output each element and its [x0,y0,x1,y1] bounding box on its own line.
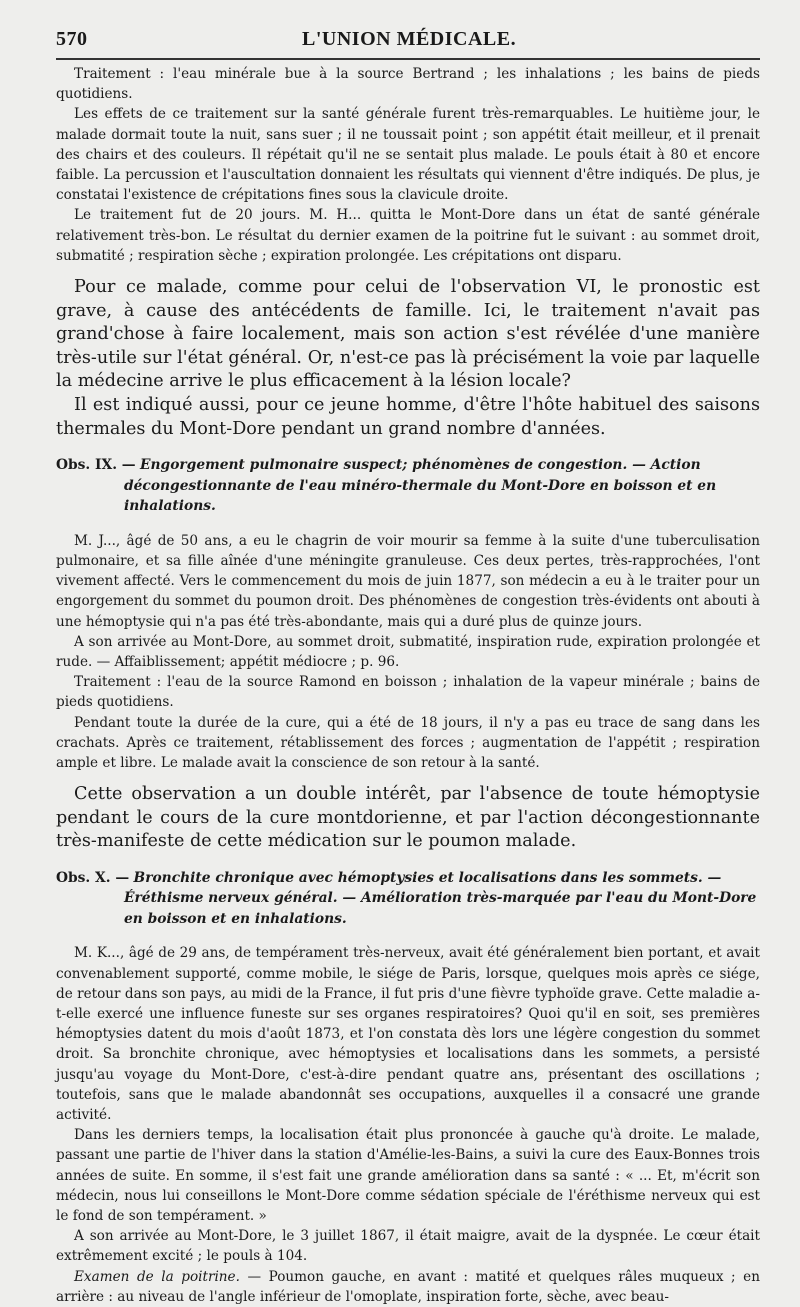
exam-text: — Poumon gauche, en avant : matité et quelques râles muqueux ; en arrière : au niveau de l'angle inférieur de l'omoplate, inspiration forte, sèche, avec beau- [56,1268,760,1305]
paragraph: Les effets de ce traitement sur la santé générale furent très-remarquables. Le huitième jour, le malade dormait toute la nuit, sans suer ; il ne toussait point ; son appétit était meilleur, et il prenait des chairs et des couleurs. Il répétait qu'il ne se sentait plus malade. Le pouls était à 80 et encore faible. La percussion et l'auscultation donnaient les résultats qui viennent d'être indiqués. De plus, je constatai l'existence de crépitations fines sous la clavicule droite. [56,106,760,204]
observation-number: Obs. X. — [56,869,130,886]
page-number: 570 [56,28,88,50]
spacer [56,441,760,455]
spacer [56,266,760,276]
page-header [56,18,760,52]
commentary-paragraph: Pour ce malade, comme pour celui de l'observation VI, le pronostic est grave, à cause des antécédents de famille. Ici, le traitement n'avait pas grand'chose à faire localement, mais son action s'est révélée d'une manière très-utile sur l'état général. Or, n'est-ce pas là précisément la voie par laquelle la médecine arrive le plus efficacement à la lésion locale? [56,277,760,392]
exam-label: Examen de la poitrine. [74,1268,240,1285]
spacer [56,929,760,943]
running-title: L'UNION MÉDICALE. [302,28,517,50]
observation-number: Obs. IX. — [56,457,136,474]
paragraph: A son arrivée au Mont-Dore, au sommet droit, submatité, inspiration rude, expiration prolongée et rude. — Affaiblissement; appétit médiocre ; p. 96. [56,633,760,670]
commentary-paragraph: Cette observation a un double intérêt, par l'absence de toute hémoptysie pendant le cours de la cure montdorienne, et par l'action décongestionnante très-manifeste de cette médication sur le poumon malade. [56,784,760,852]
paragraph: Le traitement fut de 20 jours. M. H... quitta le Mont-Dore dans un état de santé générale relativement très-bon. Le résultat du dernier examen de la poitrine fut le suivant : au sommet droit, submatité ; respiration sèche ; expiration prolongée. Les crépitations ont disparu. [56,207,760,264]
paragraph: M. K..., âgé de 29 ans, de tempérament très-nerveux, avait été généralement bien portant, et avait convenablement supporté, comme mobile, le siége de Paris, lorsque, quelques mois après ce siége, de retour dans son pays, au midi de la France, il fut pris d'une fièvre typhoïde grave. Cette maladie a-t-elle exercé une influence funeste sur ses organes respiratoires? Quoi qu'il en soit, ses premières hémoptysies datent du mois d'août 1873, et l'on constata dès lors une légère congestion du sommet droit. Sa bronchite chronique, avec hémoptysies et localisations dans les sommets, a persisté jusqu'au voyage du Mont-Dore, c'est-à-dire pendant quatre ans, présentant des oscillations ; toutefois, sans que le malade abandonnât ses occupations, auxquelles il a consacré une grande activité. [56,945,760,1124]
header-rule [56,58,760,60]
paragraph: Traitement : l'eau minérale bue à la source Bertrand ; les inhalations ; les bains de pieds quotidiens. [56,66,760,103]
observation-heading [56,868,760,930]
spacer [56,517,760,531]
commentary-paragraph: Il est indiqué aussi, pour ce jeune homme, d'être l'hôte habituel des saisons thermales du Mont-Dore pendant un grand nombre d'années. [56,395,760,439]
paragraph [56,1267,760,1307]
observation-heading [56,455,760,517]
spacer [56,854,760,868]
paragraph: M. J..., âgé de 50 ans, a eu le chagrin de voir mourir sa femme à la suite d'une tuberculisation pulmonaire, et sa fille aînée d'une méningite granuleuse. Ces deux pertes, très-rapprochées, l'ont vivement affecté. Vers le commencement du mois de juin 1877, son médecin a eu à le traiter pour un engorgement du sommet du poumon droit. Des phénomènes de congestion très-évidents ont abouti à une hémoptysie qui n'a pas été très-abondante, mais qui a duré plus de quinze jours. [56,532,760,630]
observation-title: Engorgement pulmonaire suspect; phénomènes de congestion. — Action décongestionnante de l'eau minéro-thermale du Mont-Dore en boisson et en inhalations. [124,457,717,515]
spacer [56,773,760,783]
paragraph: Traitement : l'eau de la source Ramond en boisson ; inhalation de la vapeur minérale ; bains de pieds quotidiens. [56,674,760,711]
paragraph: Dans les derniers temps, la localisation était plus prononcée à gauche qu'à droite. Le malade, passant une partie de l'hiver dans la station d'Amélie-les-Bains, a suivi la cure des Eaux-Bonnes trois années de suite. En somme, il s'est fait une grande amélioration dans sa santé : « ... Et, m'écrit son médecin, nous lui conseillons le Mont-Dore comme sédation spéciale de l'éréthisme nerveux qui est le fond de son tempérament. » [56,1127,760,1225]
observation-title: Bronchite chronique avec hémoptysies et localisations dans les sommets. — Éréthisme nerveux général. — Amélioration très-marquée par l'eau du Mont-Dore en boisson et en inhalations. [124,869,757,927]
paragraph: Pendant toute la durée de la cure, qui a été de 18 jours, il n'y a pas eu trace de sang dans les crachats. Après ce traitement, rétablissement des forces ; augmentation de l'appétit ; respiration ample et libre. Le malade avait la conscience de son retour à la santé. [56,714,760,771]
paragraph: A son arrivée au Mont-Dore, le 3 juillet 1867, il était maigre, avait de la dyspnée. Le cœur était extrêmement excité ; le pouls à 104. [56,1228,760,1265]
